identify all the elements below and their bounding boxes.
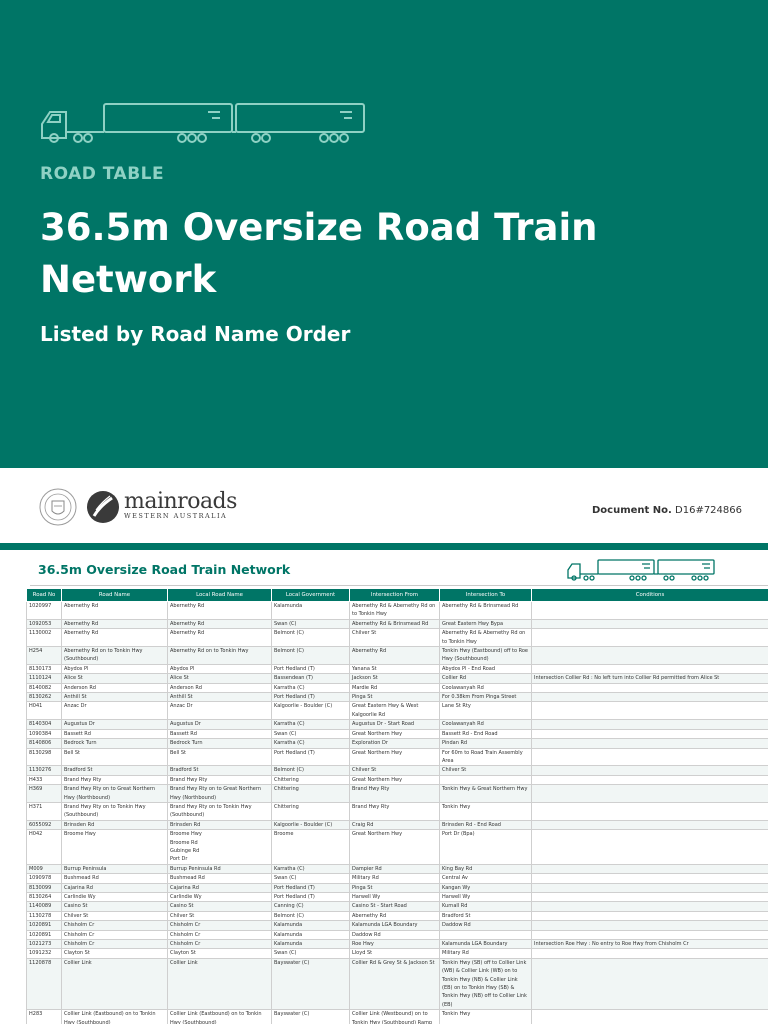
cell-road-name: Casino St — [62, 902, 168, 911]
cell-local-government: Broome — [272, 830, 350, 865]
cell-intersection-from: Chilver St — [350, 629, 440, 647]
section-title: 36.5m Oversize Road Train Network — [38, 562, 291, 577]
cell-conditions — [532, 921, 768, 930]
cell-road-name: Chisholm Cr — [62, 921, 168, 930]
table-row — [27, 739, 768, 748]
cell-road-name: Anthill St — [62, 693, 168, 702]
cell-intersection-to: Coolawanyah Rd — [440, 720, 532, 729]
cell-road-name: Carlindie Wy — [62, 893, 168, 902]
cell-road-name: Anzac Dr — [62, 702, 168, 720]
cell-road-no: H042 — [27, 830, 62, 865]
cell-local-road-name: Brand Hwy Rty on to Tonkin Hwy (Southbound) — [168, 802, 272, 820]
cell-intersection-from: Abernethy Rd & Brinsmead Rd — [350, 619, 440, 628]
cell-local-road-name: Abydos Pl — [168, 664, 272, 673]
cell-local-government: Belmont (C) — [272, 766, 350, 775]
cell-intersection-from: Great Northern Hwy — [350, 748, 440, 766]
cell-intersection-from: Yanana St — [350, 664, 440, 673]
cell-local-government: Kalamunda — [272, 940, 350, 949]
cell-road-no: 1020891 — [27, 930, 62, 939]
cell-local-government: Port Hedland (T) — [272, 893, 350, 902]
cell-intersection-to: Port Dr (Bpa) — [440, 830, 532, 865]
cell-road-no: 1090978 — [27, 874, 62, 883]
cell-road-name: Chisholm Cr — [62, 940, 168, 949]
table-row — [27, 820, 768, 829]
table-row — [27, 766, 768, 775]
cell-intersection-from: Exploration Dr — [350, 739, 440, 748]
cell-intersection-to: Tonkin Hwy (Eastbound) off to Roe Hwy (Southbound) — [440, 647, 532, 665]
cell-intersection-to: Kangan Wy — [440, 883, 532, 892]
cell-local-road-name: Cajarina Rd — [168, 883, 272, 892]
cell-road-no: 1110124 — [27, 674, 62, 683]
cell-intersection-from: Chilver St — [350, 766, 440, 775]
cell-road-name: Brand Hwy Rty on to Great Northern Hwy (Northbound) — [62, 785, 168, 803]
column-header-road-no: Road No — [27, 589, 62, 602]
cell-local-road-name: Brinsden Rd — [168, 820, 272, 829]
cell-road-name: Bushmead Rd — [62, 874, 168, 883]
cell-road-no: 1020997 — [27, 602, 62, 620]
cell-intersection-from: Daddow Rd — [350, 930, 440, 939]
cell-intersection-to: Tonkin Hwy — [440, 802, 532, 820]
cell-intersection-from: Military Rd — [350, 874, 440, 883]
logo-header — [0, 484, 768, 538]
cell-road-no: 8130262 — [27, 693, 62, 702]
cell-local-government: Kalamunda — [272, 602, 350, 620]
cell-conditions: Intersection Roe Hwy : No entry to Roe Hwy from Chisholm Cr — [532, 940, 768, 949]
cell-road-name: Anderson Rd — [62, 683, 168, 692]
cell-local-government: Karratha (C) — [272, 864, 350, 873]
table-row — [27, 1010, 768, 1024]
cell-intersection-to: For 60m to Road Train Assembly Area — [440, 748, 532, 766]
cell-road-no: 1140089 — [27, 902, 62, 911]
cell-intersection-to: Tonkin Hwy & Great Northern Hwy — [440, 785, 532, 803]
page-title: 36.5m Oversize Road Train Network — [40, 206, 598, 301]
cell-intersection-from: Abernethy Rd & Abernethy Rd on to Tonkin Hwy — [350, 602, 440, 620]
cell-conditions — [532, 883, 768, 892]
cell-conditions — [532, 683, 768, 692]
cell-intersection-to: King Bay Rd — [440, 864, 532, 873]
cell-local-road-name: Chisholm Cr — [168, 940, 272, 949]
cell-road-name: Cajarina Rd — [62, 883, 168, 892]
cell-local-road-name: Casino St — [168, 902, 272, 911]
cell-road-no: 8140806 — [27, 739, 62, 748]
cell-intersection-from: Mardie Rd — [350, 683, 440, 692]
cell-intersection-from: Lloyd St — [350, 949, 440, 958]
cell-road-no: 6055092 — [27, 820, 62, 829]
cell-road-name: Collier Link — [62, 958, 168, 1009]
cell-conditions — [532, 864, 768, 873]
column-header-conditions: Conditions — [532, 589, 768, 602]
cell-local-government: Chittering — [272, 775, 350, 784]
cell-road-name: Abernethy Rd — [62, 602, 168, 620]
cell-intersection-to: Great Eastern Hwy Bypa — [440, 619, 532, 628]
cell-intersection-from: Pinga St — [350, 883, 440, 892]
cell-road-name: Broome Hwy — [62, 830, 168, 865]
table-row — [27, 720, 768, 729]
cell-conditions — [532, 802, 768, 820]
cell-local-road-name: Brand Hwy Rty — [168, 775, 272, 784]
table-row — [27, 911, 768, 920]
cell-road-no: 1021273 — [27, 940, 62, 949]
table-row — [27, 664, 768, 673]
cell-intersection-from: Dampier Rd — [350, 864, 440, 873]
cell-intersection-from: Casino St - Start Road — [350, 902, 440, 911]
table-row — [27, 775, 768, 784]
cell-conditions — [532, 766, 768, 775]
cell-local-government: Karratha (C) — [272, 720, 350, 729]
table-row — [27, 883, 768, 892]
table-row — [27, 930, 768, 939]
cell-intersection-to: Bassett Rd - End Road — [440, 729, 532, 738]
cell-road-no: 1090384 — [27, 729, 62, 738]
cell-local-road-name: Abernethy Rd — [168, 629, 272, 647]
cell-road-name: Abernethy Rd — [62, 629, 168, 647]
cell-local-government: Bayswater (C) — [272, 1010, 350, 1024]
cell-intersection-to: Military Rd — [440, 949, 532, 958]
cell-intersection-from: Great Northern Hwy — [350, 830, 440, 865]
cell-conditions — [532, 693, 768, 702]
cell-intersection-to: Kalamunda LGA Boundary — [440, 940, 532, 949]
column-header-intersection-to: Intersection To — [440, 589, 532, 602]
cell-road-name: Abernethy Rd — [62, 619, 168, 628]
cell-road-no: H254 — [27, 647, 62, 665]
cell-local-government: Belmont (C) — [272, 629, 350, 647]
cell-conditions — [532, 729, 768, 738]
cell-road-no: H433 — [27, 775, 62, 784]
cell-road-no: 1130276 — [27, 766, 62, 775]
cell-road-no: 1130278 — [27, 911, 62, 920]
cell-road-no: 8140082 — [27, 683, 62, 692]
cell-road-name: Brand Hwy Rty on to Tonkin Hwy (Southbound) — [62, 802, 168, 820]
cell-road-name: Collier Link (Eastbound) on to Tonkin Hwy (Southbound) — [62, 1010, 168, 1024]
table-row — [27, 940, 768, 949]
table-row — [27, 902, 768, 911]
table-row — [27, 874, 768, 883]
cell-road-no: H369 — [27, 785, 62, 803]
cell-intersection-from: Brand Hwy Rty — [350, 802, 440, 820]
cell-road-no: 1120878 — [27, 958, 62, 1009]
cell-local-government: Swan (C) — [272, 874, 350, 883]
cell-intersection-from: Collier Rd & Grey St & Jackson St — [350, 958, 440, 1009]
cell-local-government: Swan (C) — [272, 729, 350, 738]
table-row — [27, 785, 768, 803]
cell-local-government: Port Hedland (T) — [272, 693, 350, 702]
cell-local-government: Kalamunda — [272, 921, 350, 930]
column-header-local-government: Local Government — [272, 589, 350, 602]
table-row — [27, 893, 768, 902]
cell-intersection-from: Collier Link (Westbound) on to Tonkin Hwy (Southbound) Ramp — [350, 1010, 440, 1024]
cell-local-road-name: Bushmead Rd — [168, 874, 272, 883]
cell-intersection-from: Pinga St — [350, 693, 440, 702]
cell-local-road-name: Carlindie Wy — [168, 893, 272, 902]
cell-intersection-to: Lane St Rty — [440, 702, 532, 720]
table-row — [27, 629, 768, 647]
cell-local-road-name: Clayton St — [168, 949, 272, 958]
cell-road-no: H041 — [27, 702, 62, 720]
cell-intersection-to: Kurnall Rd — [440, 902, 532, 911]
cell-local-road-name: Collier Link — [168, 958, 272, 1009]
cell-road-name: Clayton St — [62, 949, 168, 958]
road-table — [26, 588, 768, 1024]
table-row — [27, 748, 768, 766]
cell-intersection-from: Abernethy Rd — [350, 647, 440, 665]
cell-intersection-from: Great Eastern Hwy & West Kalgoorlie Rd — [350, 702, 440, 720]
cell-intersection-from: Craig Rd — [350, 820, 440, 829]
cell-road-no: H371 — [27, 802, 62, 820]
cell-intersection-from: Brand Hwy Rty — [350, 785, 440, 803]
cell-intersection-to: Central Av — [440, 874, 532, 883]
table-row — [27, 958, 768, 1009]
cell-local-government: Port Hedland (T) — [272, 748, 350, 766]
cell-conditions — [532, 720, 768, 729]
cell-local-government: Bassendean (T) — [272, 674, 350, 683]
cell-local-road-name: Bedrock Turn — [168, 739, 272, 748]
page-subtitle: Listed by Road Name Order — [40, 322, 351, 346]
cell-intersection-to: Tonkin Hwy (SB) off to Collier Link (WB) & Collier Link (WB) on to Tonkin Hwy (NB) & Collier Link (EB) on to Tonkin Hwy (SB) & Tonkin Hwy (NB) off to Collier Link (EB) — [440, 958, 532, 1009]
cell-local-road-name: Alice St — [168, 674, 272, 683]
cell-road-name: Burrup Peninsula — [62, 864, 168, 873]
cell-local-road-name: Augustus Dr — [168, 720, 272, 729]
cell-road-name: Chilver St — [62, 911, 168, 920]
cell-intersection-to: Bradford St — [440, 911, 532, 920]
cell-road-no: M009 — [27, 864, 62, 873]
cell-local-road-name: Collier Link (Eastbound) on to Tonkin Hwy (Southbound) — [168, 1010, 272, 1024]
cell-local-government: Karratha (C) — [272, 683, 350, 692]
cell-local-government: Karratha (C) — [272, 739, 350, 748]
cell-conditions — [532, 902, 768, 911]
cell-road-name: Bradford St — [62, 766, 168, 775]
cell-intersection-to: For 0.38km From Pinga Street — [440, 693, 532, 702]
table-row — [27, 802, 768, 820]
cell-conditions — [532, 702, 768, 720]
table-row — [27, 693, 768, 702]
cell-intersection-from: Abernethy Rd — [350, 911, 440, 920]
table-row — [27, 683, 768, 692]
column-header-intersection-from: Intersection From — [350, 589, 440, 602]
brand-name: mainroads — [124, 489, 237, 514]
cell-road-name: Brand Hwy Rty — [62, 775, 168, 784]
cell-intersection-to — [440, 930, 532, 939]
cell-conditions — [532, 748, 768, 766]
cell-road-no: H283 — [27, 1010, 62, 1024]
cell-road-name: Abernethy Rd on to Tonkin Hwy (Southbound) — [62, 647, 168, 665]
cell-conditions — [532, 1010, 768, 1024]
document-type-label: ROAD TABLE — [40, 164, 165, 184]
cell-intersection-from: Kalamunda LGA Boundary — [350, 921, 440, 930]
cell-conditions — [532, 958, 768, 1009]
cell-conditions — [532, 629, 768, 647]
cell-local-government: Bayswater (C) — [272, 958, 350, 1009]
cell-conditions — [532, 785, 768, 803]
cell-local-road-name: Anderson Rd — [168, 683, 272, 692]
cell-road-no: 8130298 — [27, 748, 62, 766]
cell-intersection-to: Daddow Rd — [440, 921, 532, 930]
cell-road-no: 8130099 — [27, 883, 62, 892]
cell-intersection-to: Abernethy Rd & Abernethy Rd on to Tonkin Hwy — [440, 629, 532, 647]
cell-intersection-from: Jackson St — [350, 674, 440, 683]
road-train-icon — [566, 558, 716, 582]
table-row — [27, 602, 768, 620]
cell-road-name: Bassett Rd — [62, 729, 168, 738]
table-row — [27, 647, 768, 665]
table-row — [27, 729, 768, 738]
cell-intersection-to — [440, 775, 532, 784]
cell-road-no: 1091232 — [27, 949, 62, 958]
cell-local-road-name: Bradford St — [168, 766, 272, 775]
table-row — [27, 864, 768, 873]
cell-road-name: Brinsden Rd — [62, 820, 168, 829]
cell-intersection-from: Great Northern Hwy — [350, 729, 440, 738]
cell-intersection-to: Harwell Wy — [440, 893, 532, 902]
cell-conditions: Intersection Collier Rd : No left turn into Collier Rd permitted from Alice St — [532, 674, 768, 683]
state-crest-icon — [38, 487, 78, 527]
cell-road-no: 1092053 — [27, 619, 62, 628]
cell-intersection-to: Tonkin Hwy — [440, 1010, 532, 1024]
cell-intersection-to: Pindan Rd — [440, 739, 532, 748]
cell-local-government: Port Hedland (T) — [272, 664, 350, 673]
cell-road-name: Alice St — [62, 674, 168, 683]
table-header-row — [27, 589, 768, 602]
table-row — [27, 949, 768, 958]
cell-local-road-name: Chisholm Cr — [168, 930, 272, 939]
table-row — [27, 619, 768, 628]
cell-conditions — [532, 930, 768, 939]
cell-conditions — [532, 775, 768, 784]
cell-intersection-to: Brinsden Rd - End Road — [440, 820, 532, 829]
cell-road-name: Bell St — [62, 748, 168, 766]
cell-local-government: Kalamunda — [272, 930, 350, 939]
cell-conditions — [532, 647, 768, 665]
cell-local-road-name: Anzac Dr — [168, 702, 272, 720]
cell-road-no: 8130173 — [27, 664, 62, 673]
cell-local-road-name: Broome Hwy Broome Rd Gubinge Rd Port Dr — [168, 830, 272, 865]
cell-local-road-name: Bell St — [168, 748, 272, 766]
cell-local-road-name: Abernethy Rd on to Tonkin Hwy — [168, 647, 272, 665]
cell-local-government: Kalgoorlie - Boulder (C) — [272, 820, 350, 829]
cell-conditions — [532, 893, 768, 902]
cell-local-road-name: Abernethy Rd — [168, 602, 272, 620]
cell-local-government: Swan (C) — [272, 619, 350, 628]
cell-local-government: Kalgoorlie - Boulder (C) — [272, 702, 350, 720]
cell-road-name: Bedrock Turn — [62, 739, 168, 748]
cell-local-road-name: Chisholm Cr — [168, 921, 272, 930]
cell-conditions — [532, 874, 768, 883]
cover-banner — [0, 0, 768, 468]
table-row — [27, 674, 768, 683]
cell-road-no: 8140304 — [27, 720, 62, 729]
cell-conditions — [532, 949, 768, 958]
road-train-icon — [40, 100, 368, 144]
cell-intersection-from: Great Northern Hwy — [350, 775, 440, 784]
cell-intersection-to: Abernethy Rd & Brinsmead Rd — [440, 602, 532, 620]
cell-local-government: Belmont (C) — [272, 911, 350, 920]
cell-conditions — [532, 739, 768, 748]
cell-intersection-from: Harwell Wy — [350, 893, 440, 902]
table-row — [27, 702, 768, 720]
cell-local-road-name: Brand Hwy Rty on to Great Northern Hwy (Northbound) — [168, 785, 272, 803]
cell-conditions — [532, 820, 768, 829]
cell-road-no: 1130002 — [27, 629, 62, 647]
divider-band — [0, 543, 768, 550]
cell-intersection-to: Chilver St — [440, 766, 532, 775]
cell-intersection-to: Coolawanyah Rd — [440, 683, 532, 692]
cell-conditions — [532, 664, 768, 673]
cell-conditions — [532, 602, 768, 620]
cell-road-name: Chisholm Cr — [62, 930, 168, 939]
cell-intersection-from: Augustus Dr - Start Road — [350, 720, 440, 729]
cell-local-government: Chittering — [272, 785, 350, 803]
cell-local-government: Belmont (C) — [272, 647, 350, 665]
cell-local-government: Chittering — [272, 802, 350, 820]
cell-local-road-name: Burrup Peninsula Rd — [168, 864, 272, 873]
table-row — [27, 921, 768, 930]
cell-local-road-name: Abernethy Rd — [168, 619, 272, 628]
cell-road-no: 1020891 — [27, 921, 62, 930]
cell-road-name: Abydos Pl — [62, 664, 168, 673]
cell-local-government: Port Hedland (T) — [272, 883, 350, 892]
cell-conditions — [532, 830, 768, 865]
cell-road-name: Augustus Dr — [62, 720, 168, 729]
cell-conditions — [532, 911, 768, 920]
document-number-value: D16#724866 — [675, 505, 742, 516]
cell-local-government: Swan (C) — [272, 949, 350, 958]
cell-local-government: Canning (C) — [272, 902, 350, 911]
cell-local-road-name: Anthill St — [168, 693, 272, 702]
cell-road-no: 8130264 — [27, 893, 62, 902]
cell-conditions — [532, 619, 768, 628]
cell-local-road-name: Chilver St — [168, 911, 272, 920]
cell-intersection-from: Roe Hwy — [350, 940, 440, 949]
brand-subtitle: WESTERN AUSTRALIA — [124, 512, 228, 520]
document-number-label: Document No. — [591, 505, 672, 516]
cell-intersection-to: Abydos Pl - End Road — [440, 664, 532, 673]
document-number — [592, 505, 742, 516]
column-header-local-road-name: Local Road Name — [168, 589, 272, 602]
table-row — [27, 830, 768, 865]
cell-local-road-name: Bassett Rd — [168, 729, 272, 738]
column-header-road-name: Road Name — [62, 589, 168, 602]
cell-intersection-to: Collier Rd — [440, 674, 532, 683]
section-rule — [30, 585, 768, 586]
mainroads-logo-icon — [86, 490, 120, 524]
